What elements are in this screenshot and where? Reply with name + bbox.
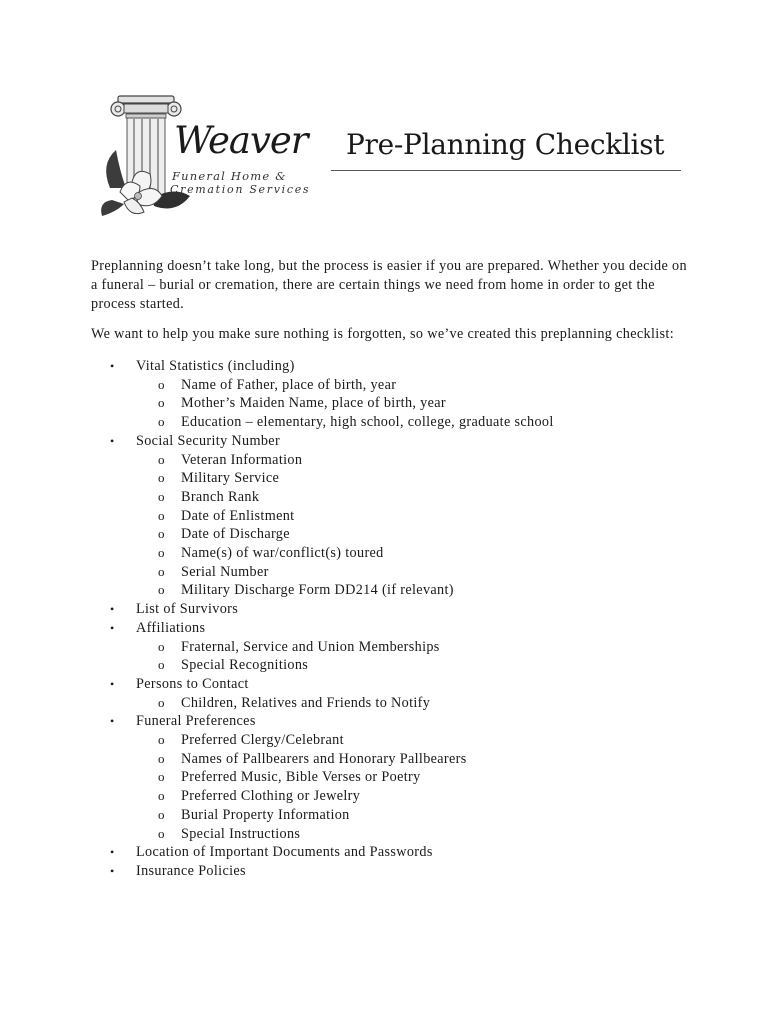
sub-bullet-icon: o	[158, 750, 165, 766]
checklist-subitem-label: Branch Rank	[181, 488, 260, 505]
sub-bullet-icon: o	[158, 769, 165, 785]
sub-bullet-icon: o	[158, 825, 165, 841]
page-title: Pre-Planning Checklist	[346, 128, 665, 161]
checklist-subitem-label: Date of Discharge	[181, 526, 290, 543]
bullet-icon: •	[110, 602, 115, 617]
checklist-subitem	[136, 750, 711, 769]
checklist-subitem-label: Name(s) of war/conflict(s) toured	[181, 545, 384, 562]
sub-bullet-icon: o	[158, 657, 165, 673]
checklist-subitem-label: Veteran Information	[181, 451, 303, 468]
checklist-subitem-label: Fraternal, Service and Union Memberships	[181, 638, 440, 655]
checklist-subitem-label: Special Recognitions	[181, 657, 309, 674]
checklist-subitem-label: Serial Number	[181, 563, 269, 580]
sub-bullet-icon: o	[158, 395, 165, 411]
checklist-subitem	[136, 694, 711, 713]
bullet-icon: •	[110, 714, 115, 729]
bullet-icon: •	[110, 676, 115, 691]
checklist-subitem-label: Military Service	[181, 470, 280, 487]
checklist-item	[91, 357, 711, 432]
checklist-subitem	[136, 488, 711, 507]
logo	[96, 92, 316, 222]
checklist-subitem	[136, 806, 711, 825]
checklist-subitem	[136, 507, 711, 526]
checklist-item	[91, 600, 711, 619]
checklist-subitem	[136, 451, 711, 470]
checklist-item-label: Social Security Number	[136, 432, 281, 449]
checklist-subitem-label: Preferred Music, Bible Verses or Poetry	[181, 769, 421, 786]
bullet-icon: •	[110, 845, 115, 860]
checklist-subitem	[136, 656, 711, 675]
sub-bullet-icon: o	[158, 470, 165, 486]
title-underline	[331, 170, 681, 171]
checklist-subitem	[136, 825, 711, 844]
checklist-subitem-label: Mother’s Maiden Name, place of birth, year	[181, 395, 446, 412]
checklist-subitems	[136, 376, 711, 432]
checklist-subitem-label: Burial Property Information	[181, 806, 350, 823]
checklist-item-label: Location of Important Documents and Passwords	[136, 844, 433, 861]
checklist-item	[91, 432, 711, 600]
checklist-subitem-label: Names of Pallbearers and Honorary Pallbearers	[181, 750, 467, 767]
checklist-subitem-label: Children, Relatives and Friends to Notify	[181, 694, 431, 711]
checklist-subitem-label: Date of Enlistment	[181, 507, 295, 524]
checklist-subitems	[136, 694, 711, 713]
checklist-subitem	[136, 787, 711, 806]
brand-name: Weaver	[174, 119, 308, 162]
sub-bullet-icon: o	[158, 376, 165, 392]
sub-bullet-icon: o	[158, 694, 165, 710]
sub-bullet-icon: o	[158, 526, 165, 542]
sub-bullet-icon: o	[158, 451, 165, 467]
checklist-subitem-label: Special Instructions	[181, 825, 301, 842]
checklist	[91, 357, 711, 881]
checklist-item-label: Funeral Preferences	[136, 713, 256, 730]
sub-bullet-icon: o	[158, 414, 165, 430]
checklist-subitem	[136, 394, 711, 413]
sub-bullet-icon: o	[158, 563, 165, 579]
checklist-item-label: Affiliations	[136, 619, 206, 636]
sub-bullet-icon: o	[158, 488, 165, 504]
checklist-subitem	[136, 525, 711, 544]
checklist-subitem	[136, 469, 711, 488]
intro-paragraph: Preplanning doesn’t take long, but the process is easier if you are prepared. Whether you decide on a funeral – burial or cremation, there are certain things we need from home in order to get the process started.	[91, 258, 687, 312]
checklist-item	[91, 862, 711, 881]
checklist-subitem-label: Name of Father, place of birth, year	[181, 376, 397, 393]
checklist-subitem-label: Preferred Clothing or Jewelry	[181, 788, 361, 805]
brand-tagline-line1: Funeral Home &	[172, 169, 287, 183]
checklist-subitem	[136, 413, 711, 432]
sub-bullet-icon: o	[158, 788, 165, 804]
sub-bullet-icon: o	[158, 582, 165, 598]
checklist-item-label: Insurance Policies	[136, 862, 246, 879]
checklist-subitem	[136, 563, 711, 582]
bullet-icon: •	[110, 359, 115, 373]
bullet-icon: •	[110, 863, 115, 878]
lead-paragraph: We want to help you make sure nothing is forgotten, so we’ve created this preplanning checklist:	[91, 326, 674, 342]
checklist-item-label: Vital Statistics (including)	[136, 358, 295, 374]
sub-bullet-icon: o	[158, 545, 165, 561]
checklist-item	[91, 712, 711, 843]
checklist-item	[91, 619, 711, 675]
sub-bullet-icon: o	[158, 507, 165, 523]
checklist-item	[91, 675, 711, 712]
checklist-subitem-label: Preferred Clergy/Celebrant	[181, 732, 344, 749]
sub-bullet-icon: o	[158, 806, 165, 822]
sub-bullet-icon: o	[158, 638, 165, 654]
brand-tagline-line2: Cremation Services	[170, 183, 311, 196]
checklist-subitem-label: Education – elementary, high school, college, graduate school	[181, 414, 554, 431]
bullet-icon: •	[110, 433, 115, 448]
sub-bullet-icon: o	[158, 732, 165, 748]
checklist-item	[91, 843, 711, 862]
checklist-subitem	[136, 376, 711, 395]
checklist-subitem-label: Military Discharge Form DD214 (if relevant)	[181, 582, 454, 599]
checklist-subitem	[136, 544, 711, 563]
bullet-icon: •	[110, 620, 115, 635]
checklist-subitem	[136, 731, 711, 750]
checklist-subitem	[136, 581, 711, 600]
checklist-subitems	[136, 731, 711, 843]
checklist-subitem	[136, 638, 711, 657]
checklist-subitem	[136, 768, 711, 787]
checklist-item-label: Persons to Contact	[136, 675, 249, 692]
checklist-subitems	[136, 451, 711, 601]
checklist-item-label: List of Survivors	[136, 601, 239, 618]
checklist-subitems	[136, 638, 711, 675]
